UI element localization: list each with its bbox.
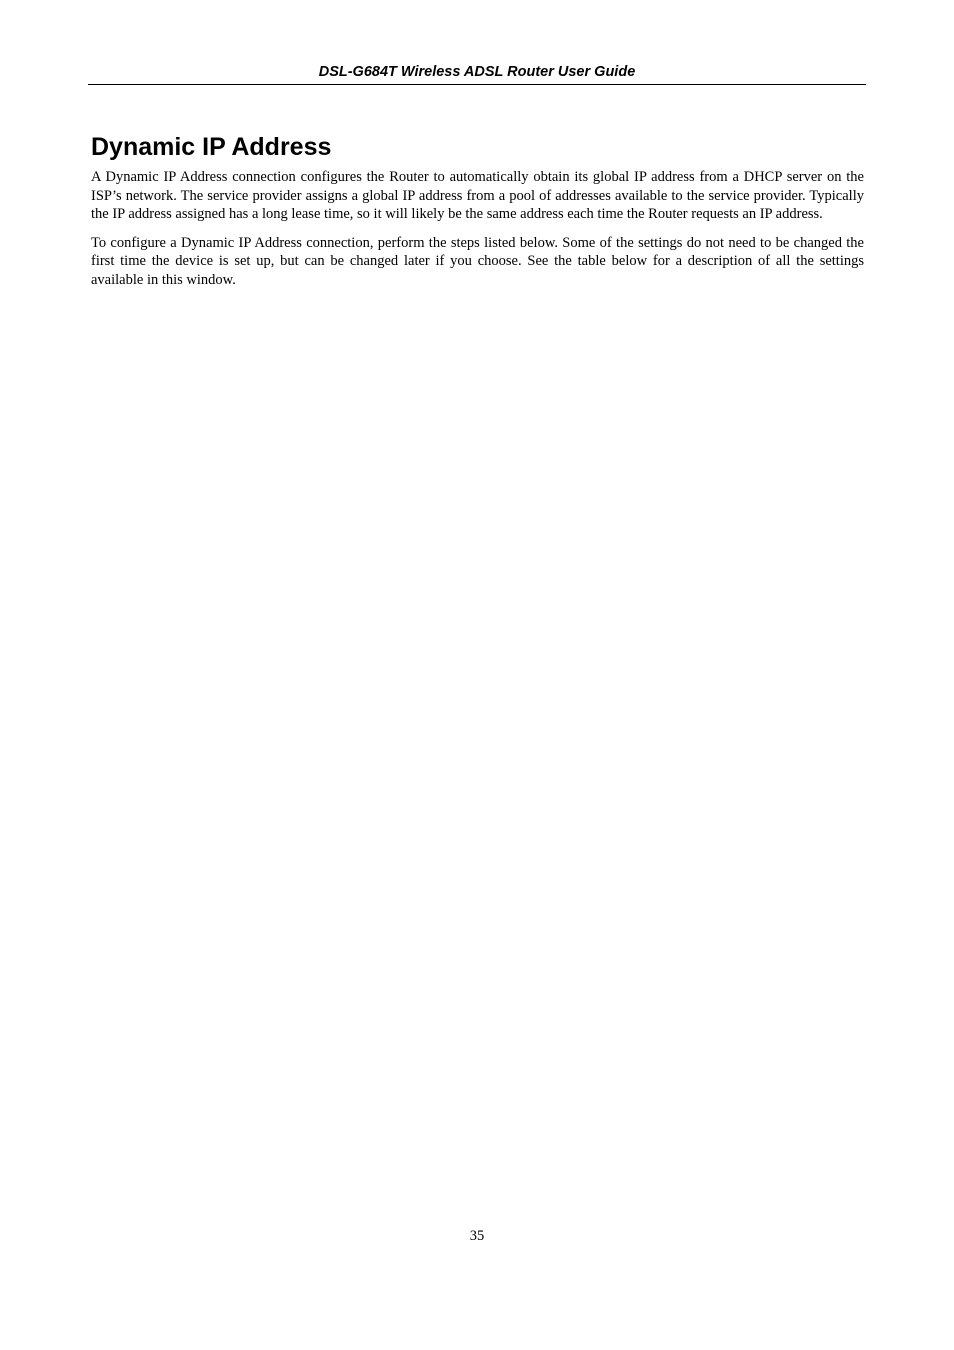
section-heading: Dynamic IP Address (91, 133, 332, 161)
running-header-title: DSL-G684T Wireless ADSL Router User Guide (318, 64, 636, 80)
page-number: 35 (469, 1228, 485, 1244)
body-paragraph-2: To configure a Dynamic IP Address connection, perform the steps listed below. Some of the settings do not need to be changed the first time the device is set up, but can be changed later if you choose. See the table below for a description of all the settings available in this window. (91, 234, 864, 288)
page-header (88, 62, 866, 85)
body-paragraph-1: A Dynamic IP Address connection configures the Router to automatically obtain its global IP address from a DHCP server on the ISP’s network. The service provider assigns a global IP address from a pool of addresses available to the service provider. Typically the IP address assigned has a long lease time, so it will likely be the same address each time the Router requests an IP address. (91, 169, 864, 223)
main-content (91, 130, 864, 300)
